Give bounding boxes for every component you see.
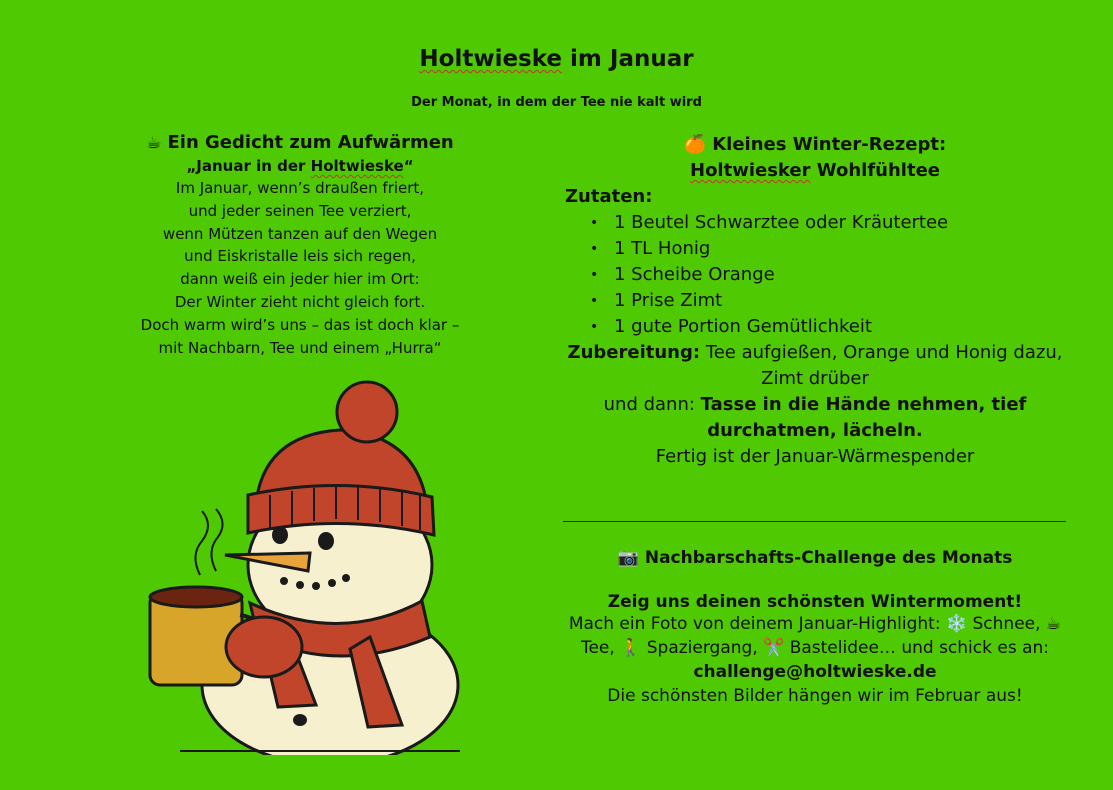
orange-icon: 🍊 — [683, 134, 707, 155]
poem-line: Im Januar, wenn’s draußen friert, — [175, 179, 425, 197]
page-title-rest: im Januar — [562, 46, 694, 72]
poem-line: und jeder seinen Tee verziert, — [188, 201, 412, 220]
poem-title-open: „Januar in der — [186, 157, 311, 175]
preparation-body: Tee aufgießen, Orange und Honig dazu, Zimt drüber — [700, 342, 1063, 389]
page-title — [0, 46, 1113, 72]
then-intro: und dann: — [603, 394, 701, 415]
challenge-subheading: Zeig uns deinen schönsten Wintermoment! — [607, 592, 1023, 612]
recipe-heading-name: Holtwiesker — [690, 160, 811, 181]
challenge-heading — [560, 548, 1070, 568]
challenge-section — [560, 548, 1070, 708]
poem-heading-text: Ein Gedicht zum Aufwärmen — [167, 132, 454, 153]
poem-line: und Eiskristalle leis sich regen, — [184, 247, 416, 266]
ingredients-label: Zutaten: — [565, 186, 653, 207]
recipe-heading-line2 — [560, 158, 1070, 184]
poem-heading — [100, 132, 500, 153]
poem-line: dann weiß ein jeder hier im Ort: — [180, 270, 420, 289]
section-divider — [563, 521, 1066, 522]
recipe-heading-line1: Kleines Winter-Rezept: — [712, 134, 947, 155]
list-item: • 1 Scheibe Orange — [614, 262, 1070, 288]
challenge-text: Mach ein Foto von deinem Januar-Highlight: ❄️ Schnee, ☕ Tee, 🚶 Spaziergang, ✂️ Bastelidee… und schick es an: — [568, 614, 1062, 658]
challenge-closing: Die schönsten Bilder hängen wir im Februar aus! — [607, 686, 1023, 706]
then-text — [560, 392, 1070, 444]
then-bold: Tasse in die Hände nehmen, tief durchatmen, lächeln. — [700, 394, 1027, 441]
list-item: • 1 gute Portion Gemütlichkeit — [614, 314, 1070, 340]
list-item: • 1 Beutel Schwarztee oder Kräutertee — [614, 210, 1070, 236]
list-item: • 1 TL Honig — [614, 236, 1070, 262]
poem-title-name: Holtwieske — [310, 157, 404, 175]
recipe-closing: Fertig ist der Januar-Wärmespender — [655, 446, 975, 467]
poem-line: mit Nachbarn, Tee und einem „Hurra“ — [158, 338, 442, 357]
poem-section — [100, 132, 500, 359]
tea-cup-icon: ☕ — [146, 133, 162, 153]
preparation-label: Zubereitung: — [567, 342, 701, 363]
recipe-section — [560, 132, 1070, 470]
camera-icon: 📷 — [617, 548, 639, 568]
page-subtitle: Der Monat, in dem der Tee nie kalt wird — [411, 95, 702, 110]
ingredients-list — [560, 210, 1070, 340]
poem-title — [100, 157, 500, 175]
challenge-heading-text: Nachbarschafts-Challenge des Monats — [644, 548, 1013, 568]
recipe-heading — [560, 132, 1070, 158]
recipe-heading-rest: Wohlfühltee — [810, 160, 940, 181]
preparation-text — [560, 340, 1070, 392]
poem-line: wenn Mützen tanzen auf den Wegen — [162, 224, 438, 243]
challenge-email[interactable]: challenge@holtwieske.de — [693, 662, 937, 682]
list-item: • 1 Prise Zimt — [614, 288, 1070, 314]
poem-title-close: “ — [403, 157, 414, 175]
poem-line: Doch warm wird’s uns – das ist doch klar – — [140, 315, 460, 334]
poem-line: Der Winter zieht nicht gleich fort. — [174, 292, 426, 311]
snowman-with-tea-illustration — [140, 375, 480, 755]
page-title-name: Holtwieske — [419, 46, 563, 72]
